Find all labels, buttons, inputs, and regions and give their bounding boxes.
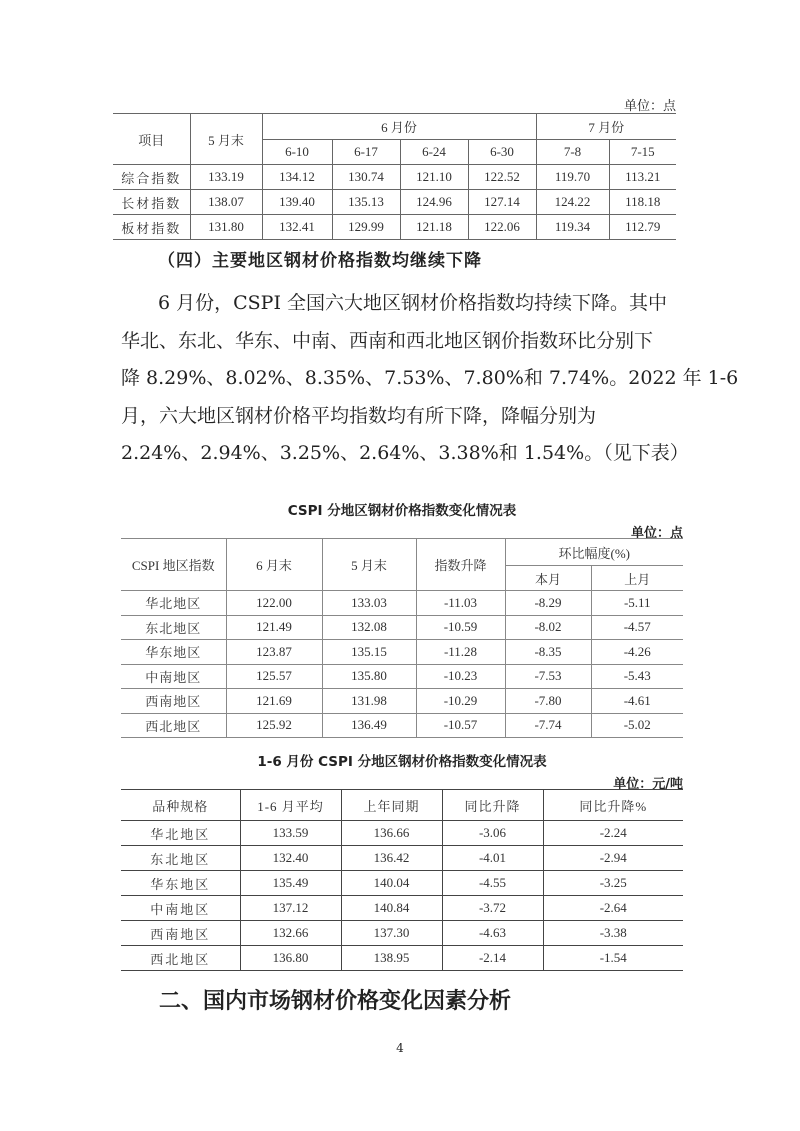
region-index-table — [121, 538, 683, 738]
paragraph-line: 华北、东北、华东、中南、西南和西北地区钢价指数环比分别下 — [121, 329, 654, 352]
table-cell: 137.30 — [341, 921, 442, 946]
table-cell: 135.13 — [332, 190, 400, 215]
table-cell: -2.94 — [543, 846, 683, 871]
row-label: 华北地区 — [121, 591, 226, 616]
table-cell: 118.18 — [609, 190, 676, 215]
date-header: 6-30 — [468, 140, 536, 165]
date-header: 6-24 — [400, 140, 468, 165]
table-cell: -10.23 — [416, 664, 505, 689]
table-cell: 122.52 — [468, 165, 536, 190]
table-row — [121, 591, 683, 616]
table-cell: 112.79 — [609, 215, 676, 240]
row-label: 华东地区 — [121, 871, 240, 896]
table-cell: 135.80 — [322, 664, 416, 689]
row-label: 综合指数 — [113, 165, 190, 190]
table-cell: -2.64 — [543, 896, 683, 921]
date-header: 7-8 — [536, 140, 609, 165]
header-june: 6 月份 — [262, 114, 536, 140]
table-cell: 133.03 — [322, 591, 416, 616]
paragraph-line: 2.24%、2.94%、3.25%、2.64%、3.38%和 1.54%。（见下表） — [121, 442, 689, 464]
table-row — [121, 713, 683, 738]
header-this-month: 本月 — [505, 566, 591, 591]
header-item: 项目 — [113, 114, 190, 165]
table-cell: 135.49 — [240, 871, 341, 896]
row-label: 西南地区 — [121, 921, 240, 946]
table-cell: -4.01 — [442, 846, 543, 871]
table-cell: -10.29 — [416, 689, 505, 714]
column-header: 同比升降% — [543, 790, 683, 821]
table-row — [121, 946, 683, 971]
table-cell: 140.04 — [341, 871, 442, 896]
table-cell: 130.74 — [332, 165, 400, 190]
header-may-end: 5 月末 — [190, 114, 262, 165]
table-cell: 127.14 — [468, 190, 536, 215]
table-row — [121, 896, 683, 921]
date-header: 6-10 — [262, 140, 332, 165]
table-cell: 136.66 — [341, 821, 442, 846]
header-july: 7 月份 — [536, 114, 676, 140]
header-region: CSPI 地区指数 — [121, 539, 226, 591]
header-mom: 环比幅度(%) — [505, 539, 683, 566]
table-cell: 136.80 — [240, 946, 341, 971]
table-row — [113, 190, 676, 215]
column-header: 1-6 月平均 — [240, 790, 341, 821]
table-cell: 124.96 — [400, 190, 468, 215]
row-label: 西北地区 — [121, 713, 226, 738]
table-row — [121, 689, 683, 714]
table-cell: 134.12 — [262, 165, 332, 190]
table-row — [121, 921, 683, 946]
table-cell: 123.87 — [226, 640, 322, 665]
table1-unit: 单位：点 — [623, 99, 676, 114]
table2-title: CSPI 分地区钢材价格指数变化情况表 — [287, 503, 517, 519]
table-cell: -4.61 — [591, 689, 683, 714]
table-cell: 121.18 — [400, 215, 468, 240]
index-table — [113, 113, 676, 240]
row-label: 中南地区 — [121, 896, 240, 921]
table-cell: -10.57 — [416, 713, 505, 738]
table-cell: -4.57 — [591, 615, 683, 640]
row-label: 华北地区 — [121, 821, 240, 846]
row-label: 长材指数 — [113, 190, 190, 215]
table-cell: 132.08 — [322, 615, 416, 640]
table-row — [121, 871, 683, 896]
table-row — [121, 664, 683, 689]
table-cell: 125.57 — [226, 664, 322, 689]
row-label: 西南地区 — [121, 689, 226, 714]
table-cell: -5.43 — [591, 664, 683, 689]
table-cell: -3.25 — [543, 871, 683, 896]
date-header: 7-15 — [609, 140, 676, 165]
table3-title: 1-6 月份 CSPI 分地区钢材价格指数变化情况表 — [257, 754, 547, 770]
table-cell: 138.07 — [190, 190, 262, 215]
table-cell: 129.99 — [332, 215, 400, 240]
table-row — [113, 165, 676, 190]
table-cell: -11.03 — [416, 591, 505, 616]
table-cell: 132.40 — [240, 846, 341, 871]
table-cell: 121.10 — [400, 165, 468, 190]
table-cell: -10.59 — [416, 615, 505, 640]
table-row — [121, 821, 683, 846]
table-cell: -4.26 — [591, 640, 683, 665]
table-cell: 131.98 — [322, 689, 416, 714]
table-cell: -4.55 — [442, 871, 543, 896]
table-cell: 113.21 — [609, 165, 676, 190]
table-cell: 121.69 — [226, 689, 322, 714]
paragraph-line: 降 8.29%、8.02%、8.35%、7.53%、7.80%和 7.74%。2022 年 1-6 — [121, 367, 739, 389]
table-cell: -7.74 — [505, 713, 591, 738]
table-cell: 131.80 — [190, 215, 262, 240]
table-cell: 140.84 — [341, 896, 442, 921]
table-cell: 136.49 — [322, 713, 416, 738]
table-cell: 136.42 — [341, 846, 442, 871]
table3-unit: 单位：元/吨 — [613, 777, 683, 792]
row-label: 西北地区 — [121, 946, 240, 971]
column-header: 同比升降 — [442, 790, 543, 821]
table-row — [113, 215, 676, 240]
table-cell: -4.63 — [442, 921, 543, 946]
table-cell: -8.35 — [505, 640, 591, 665]
paragraph-line: 6 月份，CSPI 全国六大地区钢材价格指数均持续下降。其中 — [158, 292, 668, 314]
table-cell: 133.59 — [240, 821, 341, 846]
table-cell: 122.00 — [226, 591, 322, 616]
header-change: 指数升降 — [416, 539, 505, 591]
table-cell: 119.70 — [536, 165, 609, 190]
table-cell: -3.72 — [442, 896, 543, 921]
table-cell: 139.40 — [262, 190, 332, 215]
page-number: 4 — [396, 1041, 404, 1055]
table-cell: 137.12 — [240, 896, 341, 921]
table2-unit: 单位：点 — [630, 526, 683, 541]
section-heading-2: 二、国内市场钢材价格变化因素分析 — [159, 989, 512, 1014]
date-header: 6-17 — [332, 140, 400, 165]
table-cell: -5.11 — [591, 591, 683, 616]
table-cell: -5.02 — [591, 713, 683, 738]
section-heading: （四）主要地区钢材价格指数均继续下降 — [158, 251, 482, 271]
column-header: 品种规格 — [121, 790, 240, 821]
table-cell: 138.95 — [341, 946, 442, 971]
table-row — [121, 846, 683, 871]
table-cell: 132.41 — [262, 215, 332, 240]
header-june-end: 6 月末 — [226, 539, 322, 591]
table-cell: 133.19 — [190, 165, 262, 190]
table-cell: -8.29 — [505, 591, 591, 616]
table-cell: -3.06 — [442, 821, 543, 846]
column-header: 上年同期 — [341, 790, 442, 821]
table-cell: -2.24 — [543, 821, 683, 846]
table-cell: -1.54 — [543, 946, 683, 971]
table-cell: 135.15 — [322, 640, 416, 665]
table-row — [121, 615, 683, 640]
table-cell: 122.06 — [468, 215, 536, 240]
h1-region-index-table — [121, 789, 683, 971]
table-cell: -7.53 — [505, 664, 591, 689]
row-label: 板材指数 — [113, 215, 190, 240]
table-cell: -8.02 — [505, 615, 591, 640]
table-cell: 124.22 — [536, 190, 609, 215]
table-cell: 132.66 — [240, 921, 341, 946]
row-label: 东北地区 — [121, 846, 240, 871]
header-may-end: 5 月末 — [322, 539, 416, 591]
table-cell: -3.38 — [543, 921, 683, 946]
paragraph-line: 月，六大地区钢材价格平均指数均有所下降，降幅分别为 — [121, 404, 597, 427]
row-label: 东北地区 — [121, 615, 226, 640]
table-cell: -2.14 — [442, 946, 543, 971]
table-cell: -11.28 — [416, 640, 505, 665]
header-last-month: 上月 — [591, 566, 683, 591]
table-cell: 121.49 — [226, 615, 322, 640]
table-cell: 119.34 — [536, 215, 609, 240]
table-cell: 125.92 — [226, 713, 322, 738]
table-row — [121, 640, 683, 665]
row-label: 中南地区 — [121, 664, 226, 689]
table-cell: -7.80 — [505, 689, 591, 714]
body-paragraph — [121, 285, 739, 473]
row-label: 华东地区 — [121, 640, 226, 665]
